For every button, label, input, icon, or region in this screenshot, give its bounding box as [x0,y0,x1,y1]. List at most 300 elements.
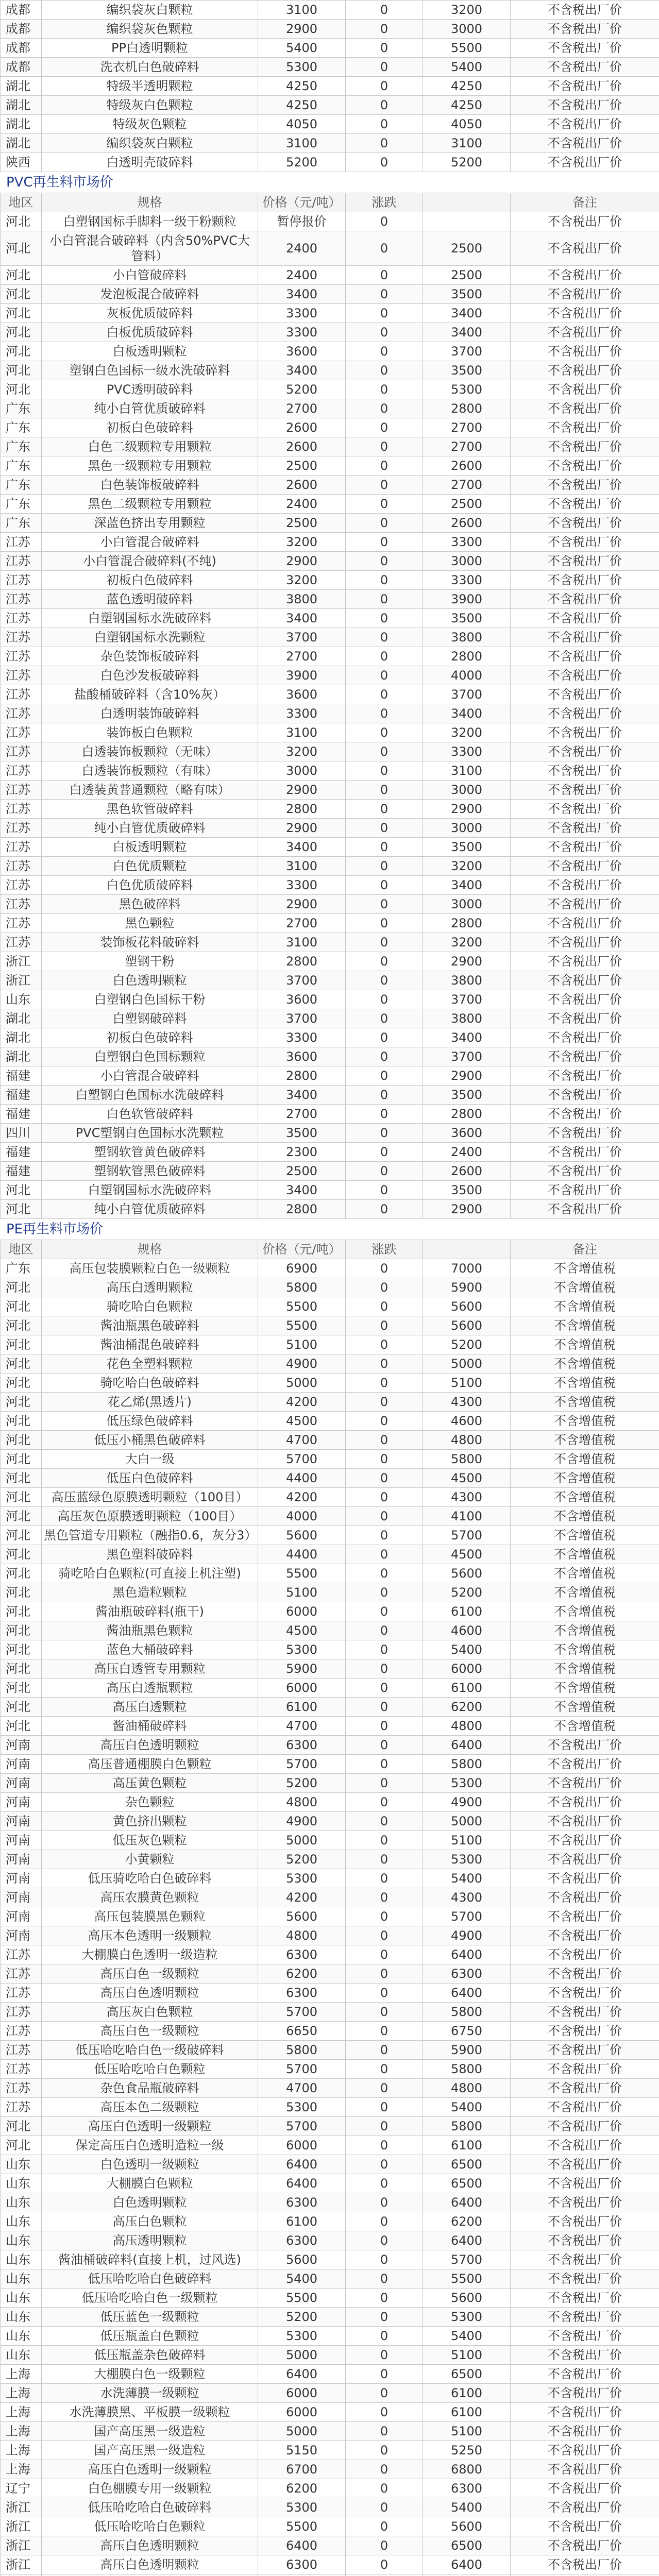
cell-price-2: 5800 [423,1450,511,1469]
cell-remark: 不含税出厂价 [511,647,659,666]
cell-change: 0 [346,2174,423,2193]
cell-price: 3600 [258,685,346,704]
cell-remark: 不含税出厂价 [511,2365,659,2384]
cell-region: 成都 [1,1,42,20]
cell-region: 广东 [1,514,42,533]
cell-spec: 特级半透明颗粒 [42,77,258,96]
cell-price-2: 3400 [423,704,511,723]
cell-spec: 白塑钢国标水洗颗粒 [42,628,258,647]
cell-spec: 白透装饰板颗粒（有味） [42,761,258,781]
table-row [1,2250,659,2269]
cell-region: 河北 [1,304,42,323]
cell-region: 河北 [1,1335,42,1354]
cell-price-2: 5700 [423,2250,511,2269]
cell-price-2: 3200 [423,1,511,20]
cell-price: 3200 [258,533,346,552]
cell-remark: 不含税出厂价 [511,1066,659,1086]
cell-change: 0 [346,685,423,704]
cell-region: 河北 [1,1698,42,1717]
cell-remark [511,2574,659,2576]
cell-price: 3700 [258,971,346,990]
cell-price-2: 6500 [423,2536,511,2555]
cell-price-2: 6400 [423,2193,511,2212]
cell-region: 江苏 [1,666,42,685]
cell-price-2: 2600 [423,1162,511,1181]
cell-change: 0 [346,476,423,495]
cell-remark: 不含税出厂价 [511,800,659,819]
cell-change: 0 [346,895,423,914]
cell-spec: 低压小桶黑色破碎料 [42,1431,258,1450]
cell-price-2: 4600 [423,1621,511,1640]
cell-spec: 低压哈吃哈白色一级破碎料 [42,2041,258,2060]
cell-region: 浙江 [1,2536,42,2555]
cell-change: 0 [346,2269,423,2289]
cell-price-2: 2800 [423,647,511,666]
table-row [1,1374,659,1393]
cell-change: 0 [346,323,423,342]
table-row [1,1698,659,1717]
cell-price: 2400 [258,231,346,266]
cell-spec: 黑色二级颗粒专用颗粒 [42,495,258,514]
price-table [0,1240,659,2576]
cell-price: 4800 [258,1793,346,1812]
cell-price-2: 5000 [423,1812,511,1831]
cell-remark: 不含税出厂价 [511,1047,659,1066]
table-row [1,2269,659,2289]
cell-remark: 不含税出厂价 [511,1869,659,1888]
cell-price: 3100 [258,933,346,952]
table-row [1,153,659,172]
cell-spec: 高压普通棚膜白色颗粒 [42,1755,258,1774]
cell-change: 0 [346,781,423,800]
cell-change: 0 [346,1659,423,1679]
table-row [1,1755,659,1774]
cell-price: 5200 [258,153,346,172]
cell-price: 6300 [258,2231,346,2250]
table-row [1,2517,659,2536]
cell-remark: 不含税出厂价 [511,2174,659,2193]
cell-region: 江苏 [1,895,42,914]
table-row [1,971,659,990]
table-row [1,1831,659,1850]
cell-spec: 小白管混合破碎料 [42,1066,258,1086]
cell-spec: 白色二级颗粒专用颗粒 [42,437,258,456]
cell-change: 0 [346,1564,423,1583]
cell-price: 4800 [258,1926,346,1945]
price-table [0,193,659,1219]
cell-price-2: 5200 [423,153,511,172]
cell-price-2: 6400 [423,2555,511,2574]
cell-spec: 高压本色二级颗粒 [42,2098,258,2117]
cell-remark: 不含税出厂价 [511,2308,659,2327]
cell-price-2: 2400 [423,1143,511,1162]
cell-price-2: 5600 [423,1297,511,1316]
col-header-change: 涨跌 [346,193,423,212]
table-row [1,1297,659,1316]
cell-change: 0 [346,1869,423,1888]
cell-spec: 高压白透颗粒 [42,1698,258,1717]
cell-change: 0 [346,1259,423,1278]
cell-change: 0 [346,1374,423,1393]
cell-spec: 高压白色透明颗粒 [42,1736,258,1755]
table-row [1,857,659,876]
cell-region: 福建 [1,1066,42,1086]
cell-price-2: 3500 [423,1181,511,1200]
cell-price: 4250 [258,96,346,115]
table-row [1,514,659,533]
cell-change: 0 [346,399,423,418]
cell-region: 江苏 [1,647,42,666]
cell-price: 5300 [258,2327,346,2346]
cell-change: 0 [346,1984,423,2003]
table-row [1,476,659,495]
cell-remark: 不含增值税 [511,1602,659,1621]
cell-price-2: 5800 [423,1755,511,1774]
cell-region: 河北 [1,1374,42,1393]
cell-price-2: 5600 [423,2289,511,2308]
cell-price-2: 3600 [423,1124,511,1143]
cell-region: 山东 [1,2231,42,2250]
col-header-region: 地区 [1,193,42,212]
cell-price-2: 6200 [423,2212,511,2231]
cell-price: 2700 [258,914,346,933]
cell-price-2: 5250 [423,2441,511,2460]
cell-price-2: 6400 [423,2231,511,2250]
cell-remark: 不含增值税 [511,1316,659,1335]
cell-price: 6400 [258,2155,346,2174]
cell-change: 0 [346,1393,423,1412]
cell-price-2: 3700 [423,1047,511,1066]
cell-price: 5300 [258,1640,346,1659]
cell-spec: 酱油桶破碎料(直接上机，过风选) [42,2250,258,2269]
table-row [1,1181,659,1200]
table-row [1,2022,659,2041]
cell-price-2: 3800 [423,628,511,647]
cell-change: 0 [346,1736,423,1755]
cell-price: 3500 [258,1124,346,1143]
cell-change: 0 [346,1621,423,1640]
cell-remark: 不含税出厂价 [511,39,659,58]
cell-spec: 初板白色破碎料 [42,418,258,437]
cell-change: 0 [346,380,423,399]
cell-change: 0 [346,628,423,647]
cell-region: 浙江 [1,971,42,990]
table-row [1,590,659,609]
cell-price: 6000 [258,1679,346,1698]
cell-spec: PVC透明破碎料 [42,380,258,399]
cell-price: 5300 [258,1869,346,1888]
cell-price: 2700 [258,1105,346,1124]
cell-price-2: 5200 [423,1583,511,1602]
table-row [1,1812,659,1831]
cell-remark: 不含税出厂价 [511,857,659,876]
cell-price-2: 3000 [423,20,511,39]
cell-spec: 酱油桶破碎料 [42,1717,258,1736]
cell-change: 0 [346,1679,423,1698]
cell-remark: 不含税出厂价 [511,2346,659,2365]
cell-remark: 不含税出厂价 [511,1793,659,1812]
cell-price: 2800 [258,1066,346,1086]
cell-change: 0 [346,723,423,742]
table-row [1,1793,659,1812]
cell-price-2: 3400 [423,304,511,323]
cell-region: 河北 [1,1717,42,1736]
cell-spec: 特级灰白色颗粒 [42,96,258,115]
table-row [1,266,659,285]
table-row [1,1143,659,1162]
cell-region: 浙江 [1,2498,42,2517]
cell-region: 江苏 [1,704,42,723]
table-row [1,2574,659,2576]
cell-price-2: 4050 [423,115,511,134]
cell-change: 0 [346,1200,423,1219]
cell-remark: 不含税出厂价 [511,723,659,742]
table-row [1,1907,659,1926]
cell-price: 3300 [258,876,346,895]
table-row [1,1162,659,1181]
table-row [1,2060,659,2079]
cell-change: 0 [346,838,423,857]
cell-spec: 国产高压黑一级造粒 [42,2422,258,2441]
cell-price: 6200 [258,1964,346,1984]
cell-change: 0 [346,2517,423,2536]
cell-region: 江苏 [1,590,42,609]
cell-price: 5800 [258,1278,346,1297]
cell-spec: 高压白色透明颗粒 [42,2536,258,2555]
cell-region: 河北 [1,1507,42,1526]
cell-change: 0 [346,2250,423,2269]
cell-change: 0 [346,77,423,96]
cell-region: 山东 [1,2212,42,2231]
cell-region: 江苏 [1,742,42,761]
cell-price: 5000 [258,2422,346,2441]
cell-remark: 不含增值税 [511,1469,659,1488]
cell-price: 5600 [258,1526,346,1545]
cell-remark: 不含增值税 [511,1431,659,1450]
section-title: PVC再生料市场价 [6,175,113,190]
table-row [1,2003,659,2022]
cell-price [258,2574,346,2576]
cell-change: 0 [346,1831,423,1850]
cell-price: 5700 [258,2060,346,2079]
cell-change: 0 [346,800,423,819]
cell-price: 3400 [258,1086,346,1105]
cell-change: 0 [346,2498,423,2517]
cell-remark: 不含税出厂价 [511,1009,659,1028]
cell-region: 江苏 [1,2060,42,2079]
table-row [1,361,659,380]
cell-change: 0 [346,952,423,971]
cell-price-2: 3500 [423,609,511,628]
cell-price: 6300 [258,1736,346,1755]
cell-price-2: 7000 [423,1259,511,1278]
cell-price: 2900 [258,552,346,571]
table-row [1,39,659,58]
cell-region: 上海 [1,2460,42,2479]
cell-price: 3200 [258,742,346,761]
cell-spec: 白板优质破碎料 [42,323,258,342]
cell-spec: 白塑钢国标手脚料一级干粉颗粒 [42,212,258,231]
cell-change: 0 [346,1602,423,1621]
cell-change: 0 [346,2289,423,2308]
cell-price-2: 5600 [423,1564,511,1583]
cell-spec: 洗衣机白色破碎料 [42,58,258,77]
cell-price: 4200 [258,1488,346,1507]
table-row [1,231,659,266]
cell-remark: 不含税出厂价 [511,1200,659,1219]
cell-remark: 不含增值税 [511,1583,659,1602]
cell-spec: 白透装饰板颗粒（无味） [42,742,258,761]
cell-spec: 骑吃哈白色颗粒 [42,1297,258,1316]
cell-price: 6300 [258,1984,346,2003]
table-row [1,1354,659,1374]
cell-remark: 不含税出厂价 [511,1984,659,2003]
cell-price: 3400 [258,1181,346,1200]
cell-price: 6000 [258,2384,346,2403]
cell-price-2: 3800 [423,971,511,990]
cell-remark: 不含税出厂价 [511,838,659,857]
price-section [0,172,659,1219]
table-row [1,704,659,723]
cell-change: 0 [346,571,423,590]
cell-price: 4700 [258,1717,346,1736]
cell-region: 山东 [1,2327,42,2346]
cell-remark: 不含税出厂价 [511,2079,659,2098]
cell-price-2: 4250 [423,77,511,96]
cell-price: 5000 [258,2346,346,2365]
cell-region: 湖北 [1,1047,42,1066]
cell-change: 0 [346,115,423,134]
table-row [1,2079,659,2098]
cell-price: 4900 [258,1354,346,1374]
cell-remark: 不含税出厂价 [511,1162,659,1181]
cell-region: 河北 [1,1640,42,1659]
cell-change: 0 [346,361,423,380]
cell-remark: 不含税出厂价 [511,1907,659,1926]
table-row [1,2193,659,2212]
cell-price: 2800 [258,800,346,819]
table-row [1,1717,659,1736]
cell-remark: 不含税出厂价 [511,1850,659,1869]
cell-price: 4700 [258,1431,346,1450]
cell-remark: 不含税出厂价 [511,933,659,952]
cell-spec: 低压骑吃哈白色破碎料 [42,1869,258,1888]
cell-spec: 骑吃哈白色破碎料 [42,1374,258,1393]
cell-remark: 不含税出厂价 [511,1755,659,1774]
cell-region: 广东 [1,456,42,476]
table-row [1,1774,659,1793]
cell-remark: 不含税出厂价 [511,2098,659,2117]
cell-spec: 编织袋灰色颗粒 [42,20,258,39]
cell-remark: 不含税出厂价 [511,418,659,437]
cell-price: 6300 [258,2193,346,2212]
cell-price-2: 3500 [423,1086,511,1105]
cell-remark: 不含税出厂价 [511,1812,659,1831]
cell-change: 0 [346,1335,423,1354]
cell-change: 0 [346,2384,423,2403]
cell-region: 河北 [1,266,42,285]
cell-price: 5200 [258,2308,346,2327]
cell-spec: 高压白色透明一级颗粒 [42,2460,258,2479]
cell-price: 5500 [258,1316,346,1335]
cell-change: 0 [346,933,423,952]
cell-region: 河北 [1,1316,42,1335]
cell-spec: 高压包装膜黑色颗粒 [42,1907,258,1926]
cell-change: 0 [346,704,423,723]
cell-price: 2900 [258,781,346,800]
cell-price-2: 5400 [423,58,511,77]
table-row [1,2231,659,2250]
cell-region: 河南 [1,1869,42,1888]
cell-change: 0 [346,990,423,1009]
table-row [1,1431,659,1450]
cell-price: 暂停报价 [258,212,346,231]
cell-price-2: 4800 [423,1431,511,1450]
cell-price: 3300 [258,304,346,323]
cell-remark: 不含税出厂价 [511,1888,659,1907]
cell-spec: 水洗薄膜一级颗粒 [42,2384,258,2403]
cell-remark: 不含税出厂价 [511,437,659,456]
cell-spec: 白塑钢破碎料 [42,1009,258,1028]
cell-price-2: 6500 [423,2174,511,2193]
cell-region: 河北 [1,1200,42,1219]
cell-change: 0 [346,285,423,304]
cell-price: 5500 [258,2289,346,2308]
cell-remark: 不含增值税 [511,1717,659,1736]
cell-price: 3300 [258,323,346,342]
cell-remark: 不含税出厂价 [511,1028,659,1047]
cell-price: 2900 [258,895,346,914]
cell-price-2: 5300 [423,1774,511,1793]
table-row [1,800,659,819]
cell-spec: 低压蓝色一级颗粒 [42,2308,258,2327]
table-row [1,2460,659,2479]
cell-remark: 不含税出厂价 [511,2289,659,2308]
cell-remark: 不含税出厂价 [511,2479,659,2498]
cell-change: 0 [346,304,423,323]
cell-change: 0 [346,2231,423,2250]
table-row [1,1659,659,1679]
cell-spec: 高压白色透明颗粒 [42,1984,258,2003]
cell-change: 0 [346,2460,423,2479]
cell-change: 0 [346,342,423,361]
cell-region: 上海 [1,2441,42,2460]
cell-region: 湖北 [1,1009,42,1028]
cell-spec: 白色透明颗粒 [42,2193,258,2212]
cell-price-2: 2900 [423,800,511,819]
cell-spec: 深蓝色挤出专用颗粒 [42,514,258,533]
cell-change: 0 [346,742,423,761]
cell-region: 河北 [1,1526,42,1545]
cell-region: 河北 [1,1450,42,1469]
cell-remark: 不含税出厂价 [511,2498,659,2517]
cell-change: 0 [346,609,423,628]
cell-region: 山东 [1,2346,42,2365]
table-row [1,2479,659,2498]
table-row [1,1066,659,1086]
cell-remark: 不含税出厂价 [511,212,659,231]
table-row [1,628,659,647]
table-row [1,2403,659,2422]
cell-price-2: 6000 [423,1659,511,1679]
cell-remark: 不含增值税 [511,1335,659,1354]
cell-spec: 塑钢软管黑色破碎料 [42,1162,258,1181]
cell-price-2: 5400 [423,1640,511,1659]
table-row [1,2041,659,2060]
cell-price: 5600 [258,1907,346,1926]
table-row [1,96,659,115]
cell-change: 0 [346,1028,423,1047]
